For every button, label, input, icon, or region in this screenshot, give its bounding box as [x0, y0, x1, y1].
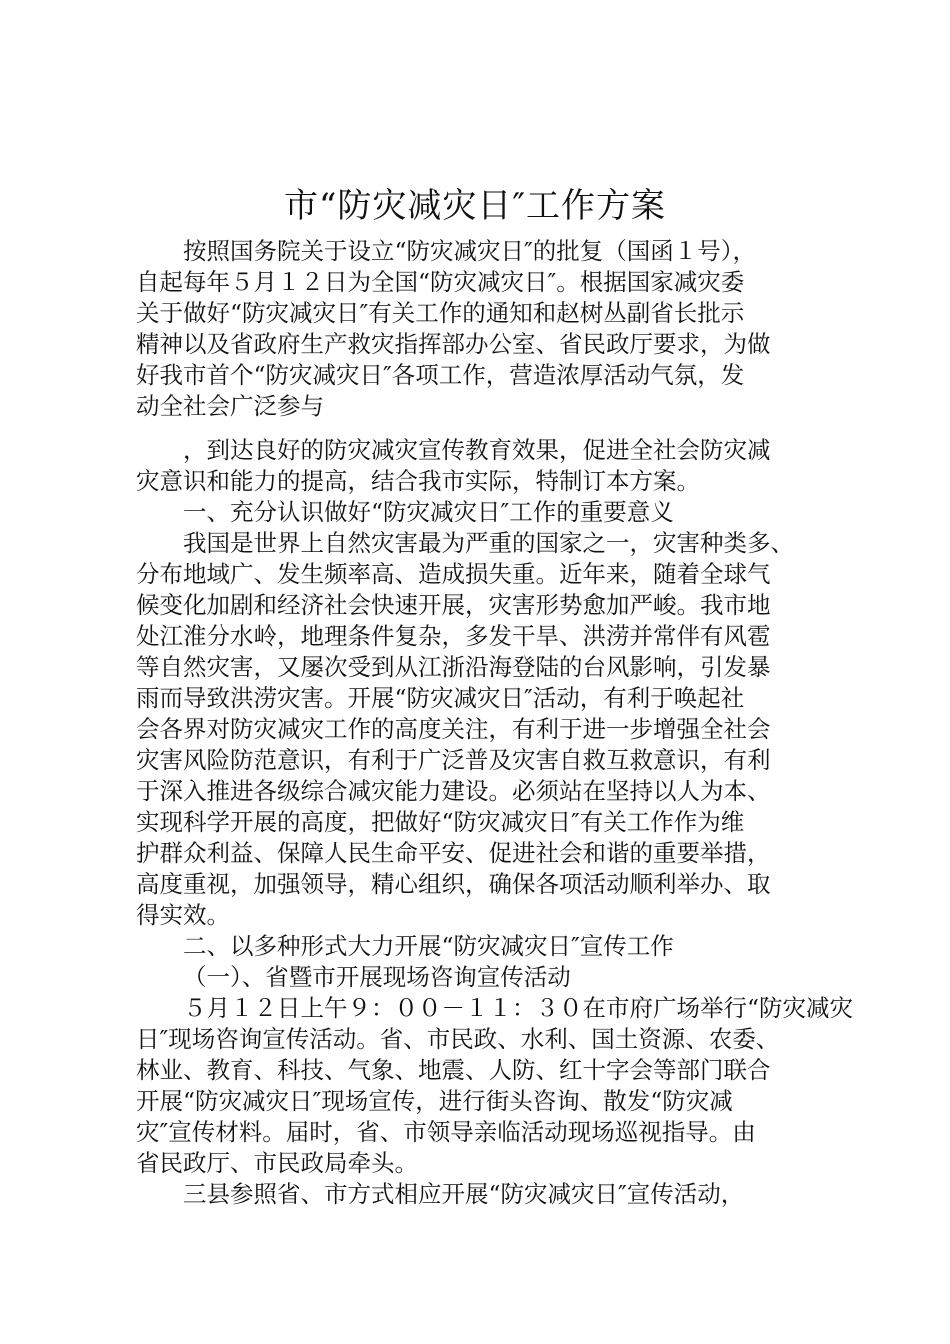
- paragraph-line: 林业、教育、科技、气象、地震、人防、红十字会等部门联合: [136, 1056, 771, 1084]
- paragraph-line: 灾″宣传材料。届时，省、市领导亲临活动现场巡视指导。由: [136, 1118, 756, 1146]
- paragraph-line: 高度重视，加强领导，精心组织，确保各项活动顺利举办、取: [136, 870, 771, 898]
- paragraph-line: 我国是世界上自然灾害最为严重的国家之一，灾害种类多、: [183, 529, 794, 557]
- subsection-heading: （一）、省暨市开展现场咨询宣传活动: [183, 963, 571, 991]
- paragraph-line: 等自然灾害，又屡次受到从江浙沿海登陆的台风影响，引发暴: [136, 653, 771, 681]
- paragraph-line: 精神以及省政府生产救灾指挥部办公室、省民政厅要求，为做: [136, 330, 771, 358]
- paragraph-line: 灾害风险防范意识，有利于广泛普及灾害自救互救意识，有利: [136, 746, 771, 774]
- paragraph-line: 候变化加剧和经济社会快速开展，灾害形势愈加严峻。我市地: [136, 591, 771, 619]
- paragraph-line: 三县参照省、市方式相应开展“防灾减灾日″宣传活动，: [183, 1180, 745, 1208]
- paragraph-line: 护群众利益、保障人民生命平安、促进社会和谐的重要举措，: [136, 839, 771, 867]
- paragraph-line: 分布地域广、发生频率高、造成损失重。近年来，随着全球气: [136, 560, 771, 588]
- paragraph-line: 灾意识和能力的提高，结合我市实际，特制订本方案。: [136, 467, 700, 495]
- paragraph-line: 雨而导致洪涝灾害。开展“防灾减灾日″活动，有利于唤起社: [136, 684, 745, 712]
- paragraph-line: 处江淮分水岭，地理条件复杂，多发干旱、洪涝并常伴有风雹: [136, 622, 771, 650]
- paragraph-line: 实现科学开展的高度，把做好“防灾减灾日″有关工作作为维: [136, 808, 745, 836]
- paragraph-line: 于深入推进各级综合减灾能力建设。必须站在坚持以人为本、: [136, 777, 771, 805]
- paragraph-line: ５月１２日上午９：００－１１：３０在市府广场举行“防灾减灾: [183, 994, 854, 1022]
- paragraph-line: 自起每年５月１２日为全国“防灾减灾日″。根据国家减灾委: [136, 268, 745, 296]
- paragraph-line: 得实效。: [136, 901, 230, 929]
- paragraph-line: 按照国务院关于设立“防灾减灾日″的批复（国函１号），: [183, 237, 757, 265]
- paragraph-line: 好我市首个“防灾减灾日″各项工作，营造浓厚活动气氛，发: [136, 361, 745, 389]
- paragraph-line: 会各界对防灾减灾工作的高度关注，有利于进一步增强全社会: [136, 715, 771, 743]
- paragraph-line: 开展“防灾减灾日″现场宣传，进行街头咨询、散发“防灾减: [136, 1087, 733, 1115]
- paragraph-line: 关于做好“防灾减灾日″有关工作的通知和赵树丛副省长批示: [136, 299, 745, 327]
- document-body: [136, 236, 854, 1210]
- paragraph-line: ，到达良好的防灾减灾宣传教育效果，促进全社会防灾减: [183, 436, 771, 464]
- section-heading: 二、以多种形式大力开展“防灾减灾日″宣传工作: [183, 932, 674, 960]
- paragraph-line: 动全社会广泛参与: [136, 392, 324, 420]
- paragraph-line: 日″现场咨询宣传活动。省、市民政、水利、国土资源、农委、: [136, 1025, 780, 1053]
- section-heading: 一、充分认识做好“防灾减灾日″工作的重要意义: [183, 498, 674, 526]
- paragraph-line: 省民政厅、市民政局牵头。: [136, 1149, 418, 1177]
- document-title: 市“防灾减灾日″工作方案: [283, 186, 667, 226]
